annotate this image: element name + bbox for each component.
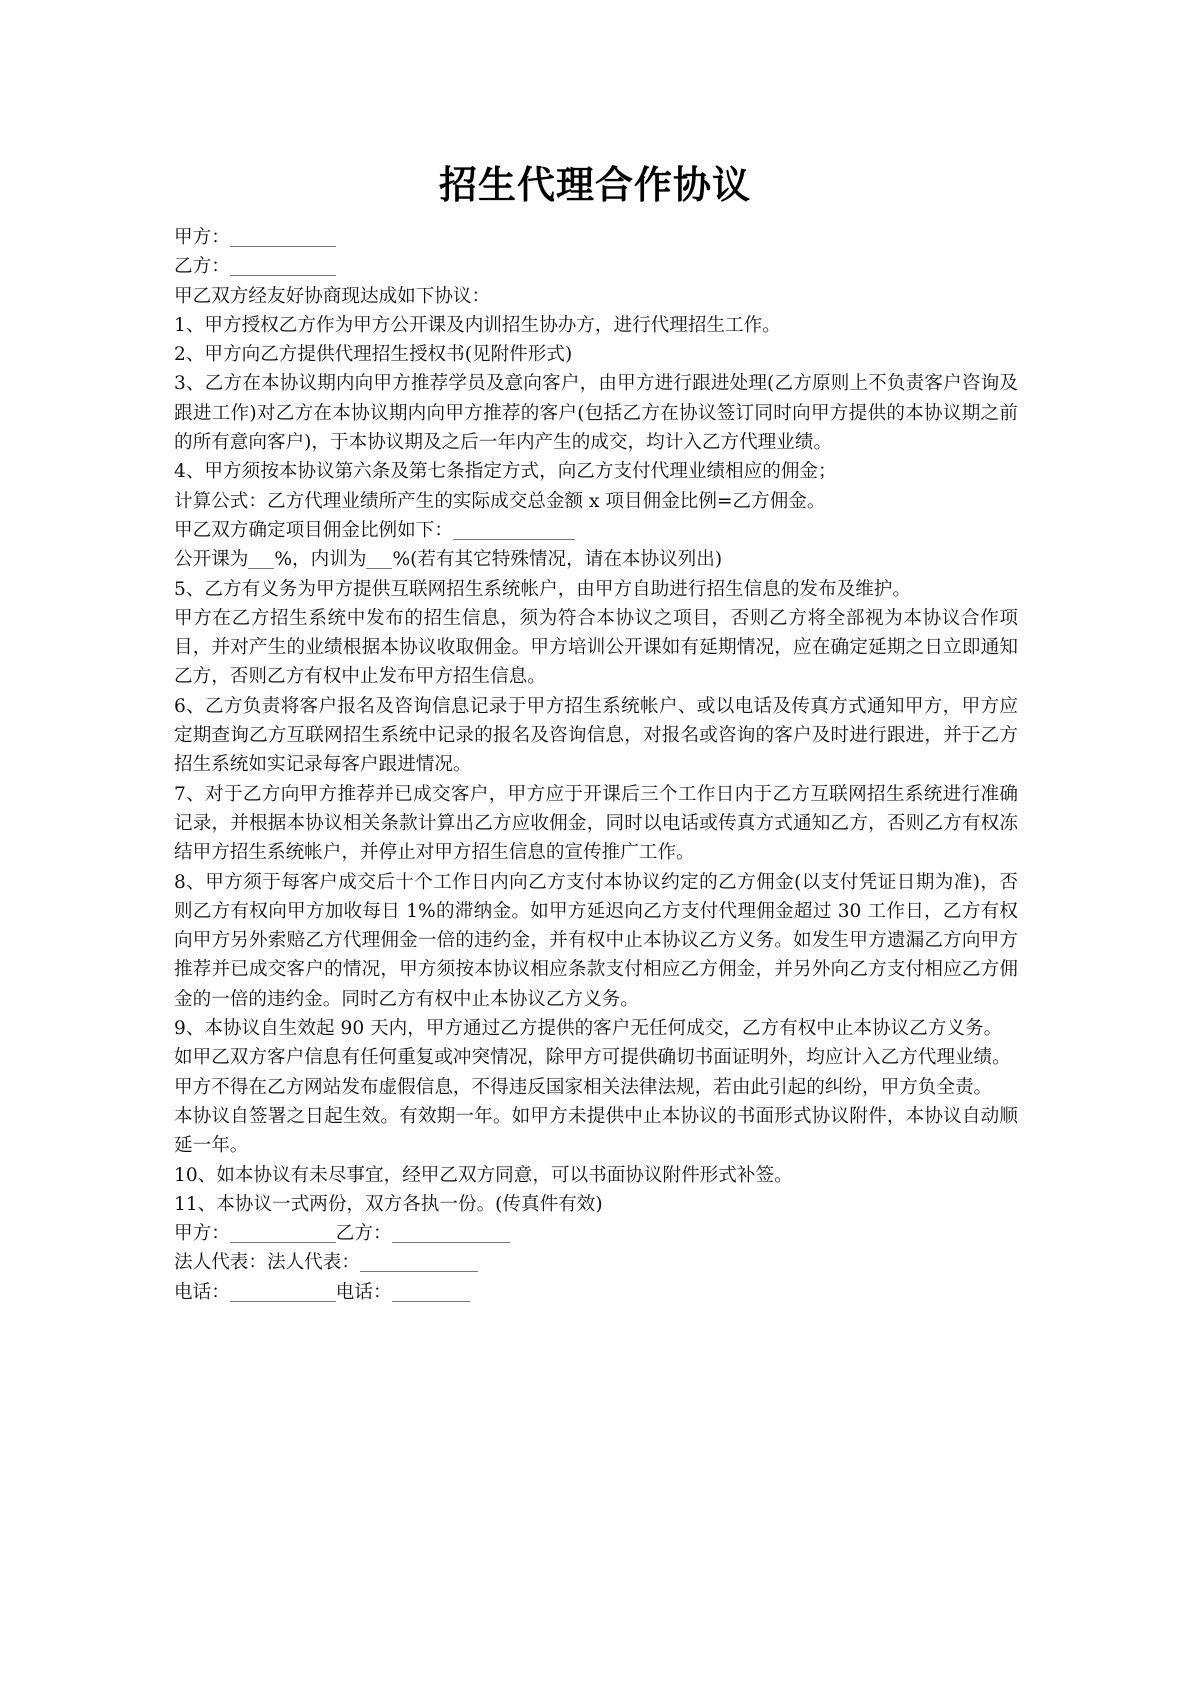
- clause-5: 5、乙方有义务为甲方提供互联网招生系统帐户，由甲方自助进行招生信息的发布及维护。: [174, 578, 911, 600]
- sign-party-b-blank: [392, 1222, 510, 1243]
- conflict-text: 如甲乙双方客户信息有任何重复或冲突情况，除甲方可提供确切书面证明外，均应计入乙方代理业绩。: [174, 1047, 1011, 1069]
- party-a-blank: [230, 226, 336, 247]
- sign-phone-b-blank: [392, 1281, 470, 1302]
- sign-phone-a-label: 电话：: [174, 1281, 230, 1303]
- signature-party-line: [174, 1219, 1018, 1248]
- clause-1: 1、甲方授权乙方作为甲方公开课及内训招生协办方，进行代理招生工作。: [174, 314, 781, 336]
- formula-text: 计算公式：乙方代理业绩所产生的实际成交总金额 x 项目佣金比例=乙方佣金。: [174, 490, 826, 512]
- ratio-inhouse-blank: [366, 548, 392, 569]
- ratio-public-prefix: 公开课为: [174, 549, 249, 571]
- ratio-public-blank: [248, 548, 274, 569]
- party-b-line: [174, 252, 1018, 281]
- party-b-label: 乙方：: [174, 256, 230, 278]
- party-b-blank: [230, 255, 336, 276]
- ratio-detail-line: [174, 545, 1018, 574]
- ratio-public-suffix: %，内训为: [274, 549, 367, 571]
- clause-11: 11、本协议一式两份，双方各执一份。(传真件有效): [174, 1193, 603, 1215]
- party-a-line: [174, 223, 1018, 252]
- clause-9: 9、本协议自生效起 90 天内，甲方通过乙方提供的客户无任何成交，乙方有权中止本协议乙方义务。: [174, 1018, 1003, 1040]
- ratio-inhouse-suffix: %(若有其它特殊情况，请在本协议列出): [392, 549, 723, 571]
- party-a-label: 甲方：: [174, 227, 230, 248]
- intro-text: 甲乙双方经友好协商现达成如下协议：: [174, 285, 491, 307]
- sign-phone-b-label: 电话：: [335, 1281, 392, 1303]
- clause-6: 6、乙方负责将客户报名及咨询信息记录于甲方招生系统帐户、或以电话及传真方式通知甲方，甲方应定期查询乙方互联网招生系统中记录的报名及咨询信息，对报名或咨询的客户及时进行跟进，并于乙方招生系统如实记录每客户跟进情况。: [174, 695, 1018, 776]
- clause-4: 4、甲方须按本协议第六条及第七条指定方式，向乙方支付代理业绩相应的佣金；: [174, 461, 837, 483]
- sign-party-a-blank: [230, 1222, 336, 1243]
- signature-rep-line: [174, 1248, 1018, 1277]
- sign-rep-a-label: 法人代表：: [174, 1252, 267, 1274]
- ratio-line: [174, 516, 1018, 545]
- sign-party-b-label: 乙方：: [335, 1223, 392, 1245]
- validity-text: 本协议自签署之日起生效。有效期一年。如甲方未提供中止本协议的书面形式协议附件，本协议自动顺延一年。: [174, 1105, 1018, 1157]
- clause-3: 3、乙方在本协议期内向甲方推荐学员及意向客户，由甲方进行跟进处理(乙方原则上不负责客户咨询及跟进工作)对乙方在本协议期内向甲方推荐的客户(包括乙方在协议签订同时向甲方提供的本协议期之前的所有意向客户)，于本协议期及之后一年内产生的成交，均计入乙方代理业绩。: [174, 373, 1018, 454]
- sign-party-a-label: 甲方：: [174, 1223, 230, 1245]
- sign-rep-b-label: 法人代表：: [266, 1252, 360, 1274]
- no-false-info-text: 甲方不得在乙方网站发布虚假信息，不得违反国家相关法律法规，若由此引起的纠纷，甲方负全责。: [174, 1076, 993, 1098]
- sign-phone-a-blank: [230, 1281, 336, 1302]
- ratio-label: 甲乙双方确定项目佣金比例如下：: [174, 519, 453, 541]
- document-body: [174, 223, 1018, 1307]
- clause-2: 2、甲方向乙方提供代理招生授权书(见附件形式): [174, 344, 573, 366]
- document-title: 招生代理合作协议: [438, 162, 751, 207]
- clause-5-continued: 甲方在乙方招生系统中发布的招生信息，须为符合本协议之项目，否则乙方将全部视为本协议合作项目，并对产生的业绩根据本协议收取佣金。甲方培训公开课如有延期情况，应在确定延期之日立即通知乙方，否则乙方有权中止发布甲方招生信息。: [174, 607, 1018, 688]
- signature-phone-line: [174, 1278, 1018, 1307]
- clause-7: 7、对于乙方向甲方推荐并已成交客户，甲方应于开课后三个工作日内于乙方互联网招生系统进行准确记录，并根据本协议相关条款计算出乙方应收佣金，同时以电话或传真方式通知乙方，否则乙方有权冻结甲方招生系统帐户，并停止对甲方招生信息的宣传推广工作。: [174, 783, 1018, 864]
- clause-8: 8、甲方须于每客户成交后十个工作日内向乙方支付本协议约定的乙方佣金(以支付凭证日期为准)，否则乙方有权向甲方加收每日 1%的滞纳金。如甲方延迟向乙方支付代理佣金超过 30 工作日，乙方有权向甲方另外索赔乙方代理佣金一倍的违约金，并有权中止本协议乙方义务。如发生甲方遗漏乙方向甲方推荐并已成交客户的情况，甲方须按本协议相应条款支付相应乙方佣金，并另外向乙方支付相应乙方佣金的一倍的违约金。同时乙方有权中止本协议乙方义务。: [174, 871, 1018, 1010]
- clause-10: 10、如本协议有未尽事宜，经甲乙双方同意，可以书面协议附件形式补签。: [174, 1164, 793, 1186]
- sign-rep-blank: [360, 1251, 478, 1272]
- ratio-blank: [453, 519, 575, 540]
